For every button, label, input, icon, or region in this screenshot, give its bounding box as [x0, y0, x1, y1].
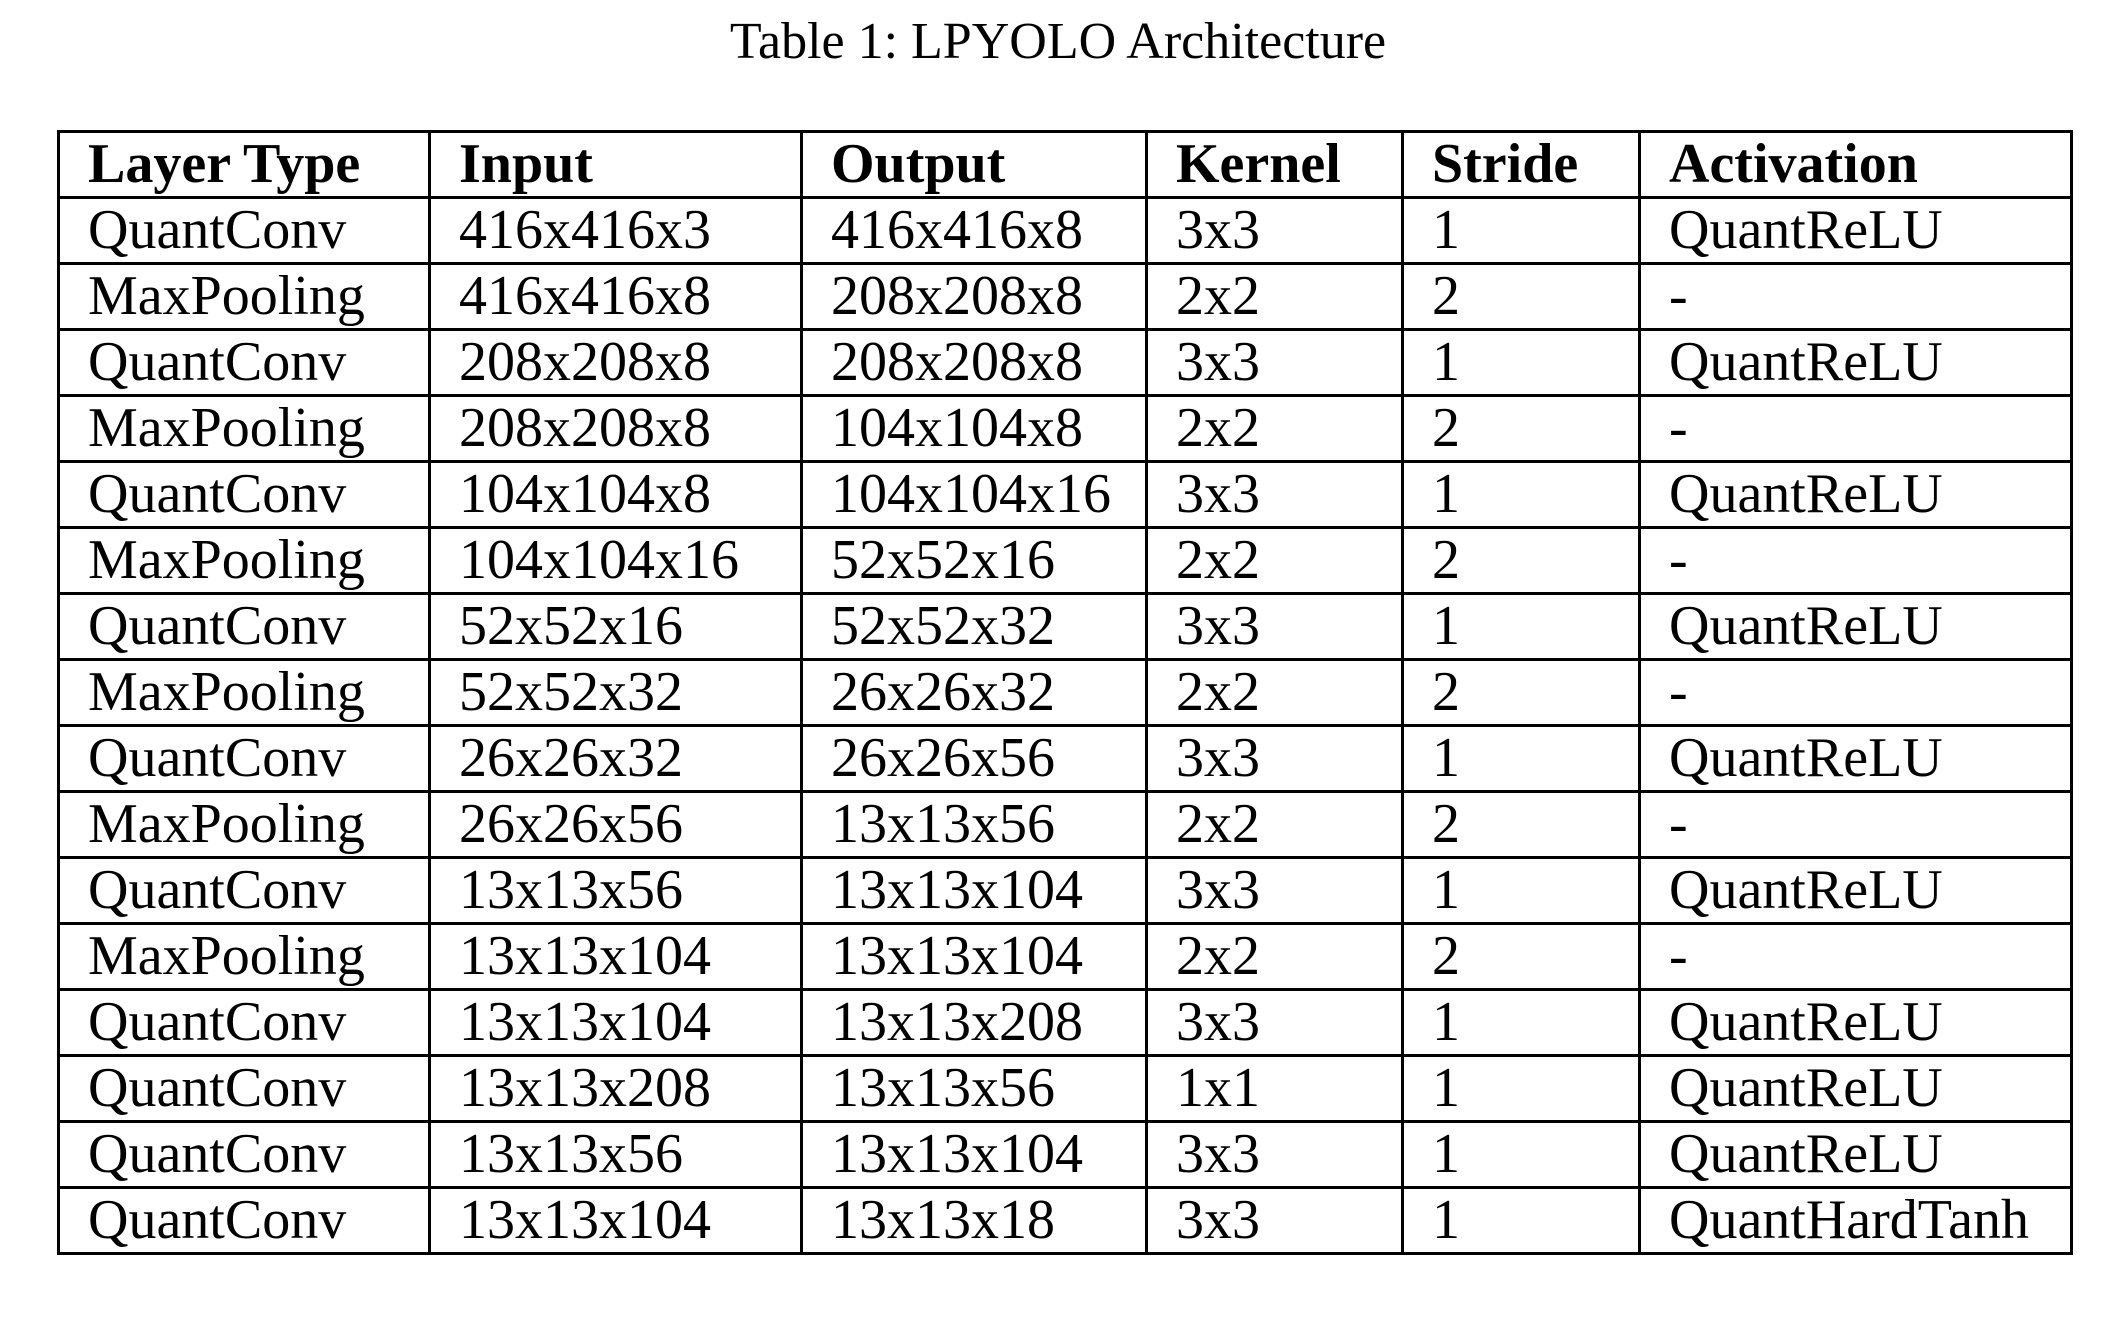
header-output: Output: [802, 132, 1147, 198]
input-cell: 13x13x56: [430, 1122, 802, 1188]
output-cell: 13x13x56: [802, 1056, 1147, 1122]
stride-cell: 1: [1403, 1122, 1640, 1188]
input-cell: 104x104x16: [430, 528, 802, 594]
stride-cell: 1: [1403, 330, 1640, 396]
activation-cell: QuantReLU: [1640, 1122, 2072, 1188]
stride-cell: 2: [1403, 264, 1640, 330]
kernel-cell: 2x2: [1147, 528, 1403, 594]
layer-type-cell: QuantConv: [59, 1188, 430, 1254]
kernel-cell: 2x2: [1147, 792, 1403, 858]
layer-type-cell: QuantConv: [59, 726, 430, 792]
layer-type-cell: QuantConv: [59, 990, 430, 1056]
table-row: [59, 990, 2072, 1056]
stride-cell: 2: [1403, 924, 1640, 990]
table-row: [59, 924, 2072, 990]
header-row: [59, 132, 2072, 198]
kernel-cell: 3x3: [1147, 1122, 1403, 1188]
activation-cell: QuantReLU: [1640, 462, 2072, 528]
table-row: [59, 396, 2072, 462]
kernel-cell: 1x1: [1147, 1056, 1403, 1122]
output-cell: 52x52x16: [802, 528, 1147, 594]
table-row: [59, 330, 2072, 396]
stride-cell: 1: [1403, 198, 1640, 264]
header-layer-type: Layer Type: [59, 132, 430, 198]
activation-cell: QuantReLU: [1640, 198, 2072, 264]
table-row: [59, 660, 2072, 726]
output-cell: 104x104x16: [802, 462, 1147, 528]
kernel-cell: 3x3: [1147, 726, 1403, 792]
output-cell: 104x104x8: [802, 396, 1147, 462]
kernel-cell: 3x3: [1147, 1188, 1403, 1254]
table-row: [59, 462, 2072, 528]
table-row: [59, 726, 2072, 792]
input-cell: 26x26x32: [430, 726, 802, 792]
layer-type-cell: QuantConv: [59, 858, 430, 924]
output-cell: 13x13x208: [802, 990, 1147, 1056]
input-cell: 13x13x104: [430, 924, 802, 990]
activation-cell: QuantHardTanh: [1640, 1188, 2072, 1254]
kernel-cell: 2x2: [1147, 660, 1403, 726]
output-cell: 52x52x32: [802, 594, 1147, 660]
header-kernel: Kernel: [1147, 132, 1403, 198]
layer-type-cell: QuantConv: [59, 1122, 430, 1188]
kernel-cell: 2x2: [1147, 396, 1403, 462]
output-cell: 13x13x104: [802, 1122, 1147, 1188]
layer-type-cell: MaxPooling: [59, 792, 430, 858]
activation-cell: -: [1640, 528, 2072, 594]
stride-cell: 1: [1403, 462, 1640, 528]
input-cell: 13x13x104: [430, 990, 802, 1056]
input-cell: 208x208x8: [430, 396, 802, 462]
table-row: [59, 792, 2072, 858]
activation-cell: QuantReLU: [1640, 594, 2072, 660]
table-row: [59, 1056, 2072, 1122]
output-cell: 13x13x56: [802, 792, 1147, 858]
activation-cell: -: [1640, 660, 2072, 726]
kernel-cell: 3x3: [1147, 330, 1403, 396]
table-row: [59, 594, 2072, 660]
input-cell: 104x104x8: [430, 462, 802, 528]
header-input: Input: [430, 132, 802, 198]
layer-type-cell: QuantConv: [59, 1056, 430, 1122]
kernel-cell: 3x3: [1147, 858, 1403, 924]
kernel-cell: 2x2: [1147, 924, 1403, 990]
input-cell: 416x416x8: [430, 264, 802, 330]
input-cell: 13x13x56: [430, 858, 802, 924]
activation-cell: QuantReLU: [1640, 330, 2072, 396]
kernel-cell: 3x3: [1147, 594, 1403, 660]
table-row: [59, 264, 2072, 330]
output-cell: 26x26x32: [802, 660, 1147, 726]
stride-cell: 1: [1403, 858, 1640, 924]
output-cell: 208x208x8: [802, 330, 1147, 396]
layer-type-cell: QuantConv: [59, 462, 430, 528]
stride-cell: 1: [1403, 594, 1640, 660]
architecture-table: [57, 130, 2073, 1255]
layer-type-cell: QuantConv: [59, 594, 430, 660]
output-cell: 13x13x18: [802, 1188, 1147, 1254]
table-caption: Table 1: LPYOLO Architecture: [729, 13, 1387, 70]
activation-cell: QuantReLU: [1640, 858, 2072, 924]
layer-type-cell: MaxPooling: [59, 924, 430, 990]
stride-cell: 2: [1403, 396, 1640, 462]
input-cell: 26x26x56: [430, 792, 802, 858]
stride-cell: 1: [1403, 990, 1640, 1056]
activation-cell: -: [1640, 264, 2072, 330]
output-cell: 208x208x8: [802, 264, 1147, 330]
output-cell: 26x26x56: [802, 726, 1147, 792]
layer-type-cell: QuantConv: [59, 198, 430, 264]
table-row: [59, 858, 2072, 924]
stride-cell: 2: [1403, 792, 1640, 858]
activation-cell: -: [1640, 396, 2072, 462]
table-row: [59, 528, 2072, 594]
activation-cell: QuantReLU: [1640, 1056, 2072, 1122]
input-cell: 416x416x3: [430, 198, 802, 264]
table-body: [59, 198, 2072, 1254]
activation-cell: QuantReLU: [1640, 726, 2072, 792]
input-cell: 52x52x16: [430, 594, 802, 660]
activation-cell: -: [1640, 924, 2072, 990]
input-cell: 52x52x32: [430, 660, 802, 726]
activation-cell: QuantReLU: [1640, 990, 2072, 1056]
kernel-cell: 3x3: [1147, 462, 1403, 528]
header-activation: Activation: [1640, 132, 2072, 198]
header-stride: Stride: [1403, 132, 1640, 198]
kernel-cell: 3x3: [1147, 198, 1403, 264]
layer-type-cell: MaxPooling: [59, 396, 430, 462]
layer-type-cell: MaxPooling: [59, 660, 430, 726]
table-row: [59, 1188, 2072, 1254]
input-cell: 13x13x104: [430, 1188, 802, 1254]
table-row: [59, 198, 2072, 264]
input-cell: 208x208x8: [430, 330, 802, 396]
layer-type-cell: QuantConv: [59, 330, 430, 396]
kernel-cell: 2x2: [1147, 264, 1403, 330]
output-cell: 416x416x8: [802, 198, 1147, 264]
activation-cell: -: [1640, 792, 2072, 858]
kernel-cell: 3x3: [1147, 990, 1403, 1056]
output-cell: 13x13x104: [802, 924, 1147, 990]
stride-cell: 2: [1403, 528, 1640, 594]
stride-cell: 2: [1403, 660, 1640, 726]
layer-type-cell: MaxPooling: [59, 264, 430, 330]
output-cell: 13x13x104: [802, 858, 1147, 924]
stride-cell: 1: [1403, 1188, 1640, 1254]
layer-type-cell: MaxPooling: [59, 528, 430, 594]
table-header: [59, 132, 2072, 198]
input-cell: 13x13x208: [430, 1056, 802, 1122]
stride-cell: 1: [1403, 726, 1640, 792]
stride-cell: 1: [1403, 1056, 1640, 1122]
table-row: [59, 1122, 2072, 1188]
